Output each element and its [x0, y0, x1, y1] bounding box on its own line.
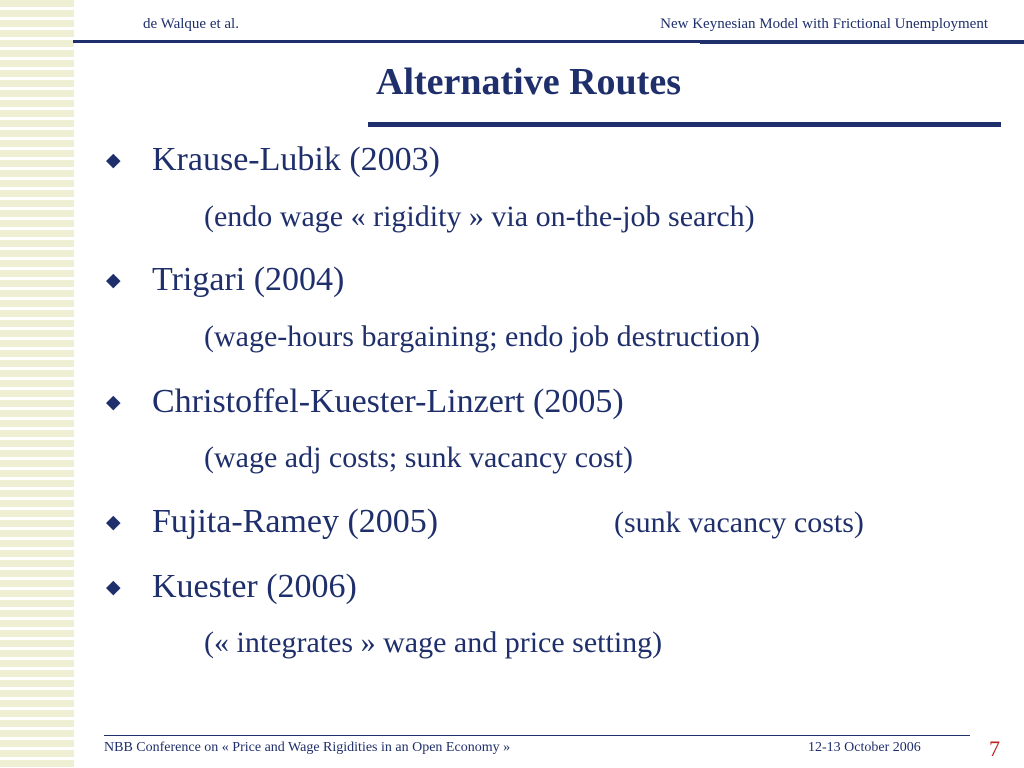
footer-conference: NBB Conference on « Price and Wage Rigidities in an Open Economy » [104, 740, 511, 755]
list-item-sub: (sunk vacancy costs) [614, 506, 864, 539]
slide-title: Alternative Routes [376, 61, 681, 103]
footer-rule [104, 735, 970, 736]
diamond-bullet-icon: ◆ [106, 512, 121, 533]
list-item-main: Fujita-Ramey (2005) [152, 503, 439, 540]
list-item-main: Christoffel-Kuester-Linzert (2005) [152, 383, 624, 420]
header-paper-title: New Keynesian Model with Frictional Unemployment [660, 16, 988, 32]
list-item-sub: (endo wage « rigidity » via on-the-job search) [204, 200, 755, 233]
header-author: de Walque et al. [143, 16, 239, 32]
decorative-stripe-bar [0, 0, 74, 768]
list-item-main: Kuester (2006) [152, 568, 357, 605]
list-item-sub: (« integrates » wage and price setting) [204, 626, 663, 659]
footer-date: 12-13 October 2006 [808, 740, 921, 755]
header-rule-thin [700, 43, 1024, 44]
list-item-sub: (wage adj costs; sunk vacancy cost) [204, 441, 634, 474]
diamond-bullet-icon: ◆ [106, 270, 121, 291]
page-number: 7 [989, 736, 1000, 761]
diamond-bullet-icon: ◆ [106, 150, 121, 171]
list-item-sub: (wage-hours bargaining; endo job destruction) [204, 320, 760, 353]
diamond-bullet-icon: ◆ [106, 577, 121, 598]
title-underline [368, 122, 1001, 127]
diamond-bullet-icon: ◆ [106, 392, 121, 413]
list-item-main: Krause-Lubik (2003) [152, 141, 440, 178]
list-item-main: Trigari (2004) [152, 261, 345, 298]
